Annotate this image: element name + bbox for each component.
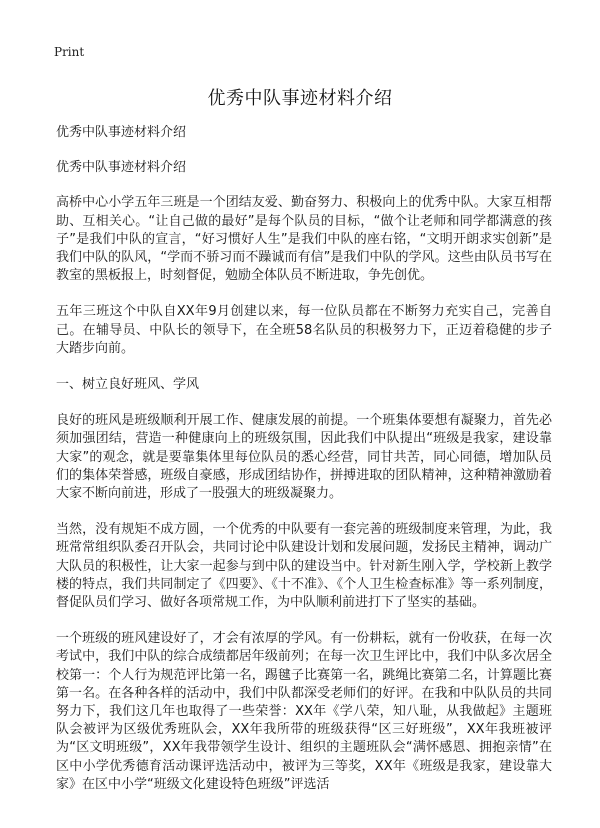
body-paragraph: 当然，没有规矩不成方圆，一个优秀的中队要有一套完善的班级制度来管理，为此，我班常常组织队委召开队会，共同讨论中队建设计划和发展问题，发扬民主精神，调动广大队员的积极性，让大家一起参与到中队的建设当中。针对新生刚入学，学校新上教学楼的特点，我们共同制定了《四要》、《十不准》、《个人卫生检查标准》等一系列制度，督促队员们学习、做好各项常规工作，为中队顺利前进打下了坚实的基础。 [56, 522, 552, 611]
subtitle-line: 优秀中队事迹材料介绍 [56, 160, 187, 176]
section-heading: 一、树立良好班风、学风 [56, 377, 200, 393]
body-paragraph: 五年三班这个中队自XX年9月创建以来，每一位队员都在不断努力充实自己，完善自己。在辅导员、中队长的领导下，在全班58名队员的积极努力下，正迈着稳健的步子大踏步向前。 [56, 304, 552, 356]
body-paragraph: 高桥中心小学五年三班是一个团结友爱、勤奋努力、积极向上的优秀中队。大家互相帮助、互相关心。“让自己做的最好”是每个队员的目标，“做个让老师和同学都满意的孩子”是我们中队的宣言，“好习惯好人生”是我们中队的座右铭，“文明开朗求实创新”是我们中队的队风，“学而不骄习而不躁诚而有信”是我们中队的学风。这些由队员书写在教室的黑板报上，时刻督促，勉励全体队员不断进取，争先创优。 [56, 195, 552, 284]
print-link[interactable]: Print [54, 45, 85, 59]
body-paragraph: 一个班级的班风建设好了，才会有浓厚的学风。有一份耕耘，就有一份收获，在每一次考试中，我们中队的综合成绩都居年级前列；在每一次卫生评比中，我们中队多次居全校第一：个人行为规范评比第一名，踢毽子比赛第一名，跳绳比赛第二名，计算题比赛第一名。在各种各样的活动中，我们中队都深受老师们的好评。在我和中队队员的共同努力下，我们这几年也取得了一些荣誉：XX年《学八荣，知八耻，从我做起》主题班队会被评为区级优秀班队会，XX年我所带的班级获得“区三好班级”，XX年我班被评为“区文明班级”，XX年我带领学生设计、组织的主题班队会“满怀感恩、拥抱亲情”在区中小学优秀德育活动课评选活动中，被评为三等奖，XX年《班级是我家，建设靠大家》在区中小学“班级文化建设特色班级”评选活 [56, 631, 552, 792]
document-body [56, 124, 552, 812]
subtitle-line: 优秀中队事迹材料介绍 [56, 125, 187, 140]
page-title: 优秀中队事迹材料介绍 [207, 88, 393, 109]
body-paragraph: 良好的班风是班级顺利开展工作、健康发展的前提。一个班集体要想有凝聚力，首先必须加强团结，营造一种健康向上的班级氛围，因此我们中队提出“班级是我家，建设靠大家”的观念，就是要靠集体里每位队员的悉心经营，同甘共苦，同心同德，增加队员们的集体荣誉感，班级自豪感，形成团结协作，拼搏进取的团队精神，这种精神激励着大家不断向前进，形成了一股强大的班级凝聚力。 [56, 413, 552, 502]
